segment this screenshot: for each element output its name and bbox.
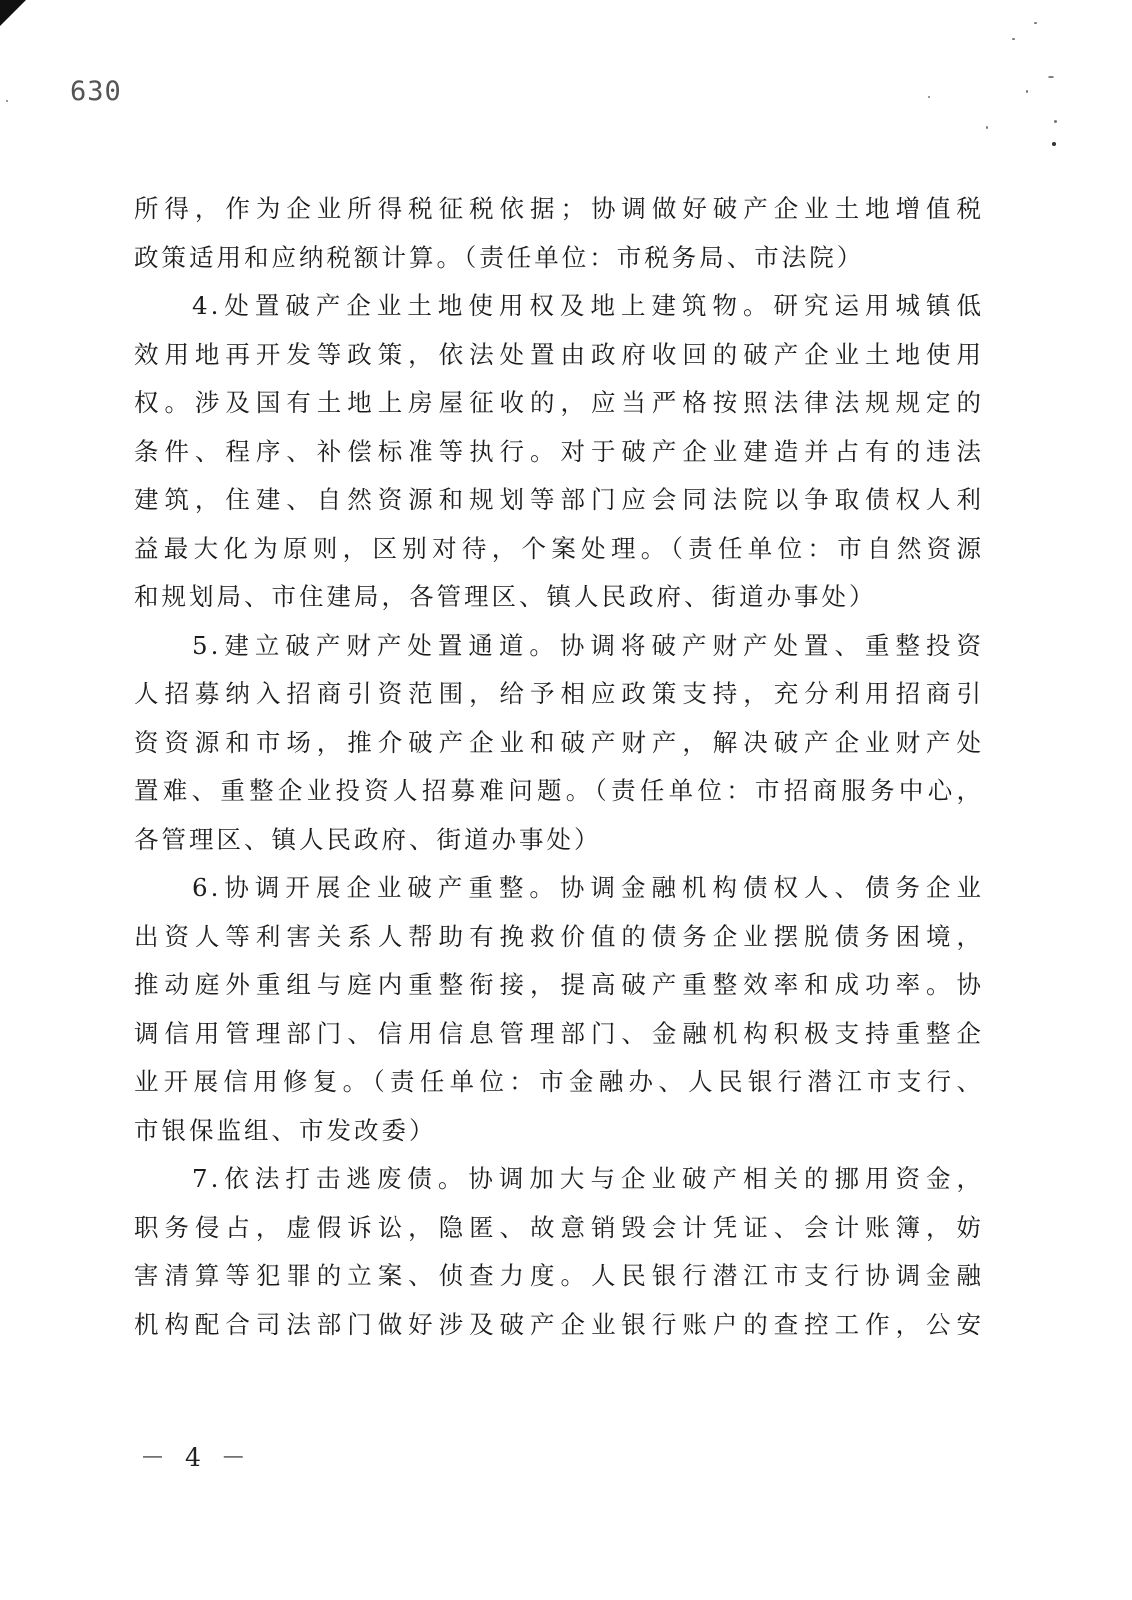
text-line: 和规划局、市住建局，各管理区、镇人民政府、街道办事处）: [134, 582, 877, 611]
scan-speck: [1048, 76, 1054, 78]
text-line: 5.建立破产财产处置通道。协调将破产财产处置、重整投资: [192, 630, 984, 660]
scan-speck: [1052, 142, 1056, 146]
text-line: 4.处置破产企业土地使用权及地上建筑物。研究运用城镇低: [192, 291, 984, 320]
paragraph-item-7: [134, 1155, 984, 1349]
scan-speck: [1054, 120, 1057, 123]
serial-number: 630: [70, 76, 122, 107]
text-line: 各管理区、镇人民政府、街道办事处）: [134, 824, 602, 854]
text-line: 效用地再开发等政策，依法处置由政府收回的破产企业土地使用: [134, 339, 984, 369]
paragraph-continuation: [134, 185, 984, 282]
scan-speck: [6, 100, 8, 102]
text-line: 益最大化为原则，区别对待，个案处理。（责任单位：市自然资源: [134, 533, 984, 563]
text-line: 条件、程序、补偿标准等执行。对于破产企业建造并占有的违法: [134, 436, 984, 466]
text-line: 6.协调开展企业破产重整。协调金融机构债权人、债务企业: [192, 873, 984, 902]
text-line: 机构配合司法部门做好涉及破产企业银行账户的查控工作，公安: [134, 1309, 984, 1339]
text-line: 市银保监组、市发改委）: [134, 1115, 437, 1145]
text-line: 害清算等犯罪的立案、侦查力度。人民银行潜江市支行协调金融: [134, 1261, 984, 1290]
text-line: 业开展信用修复。（责任单位：市金融办、人民银行潜江市支行、: [134, 1067, 984, 1096]
text-line: 资资源和市场，推介破产企业和破产财产，解决破产企业财产处: [134, 727, 984, 757]
text-line: 职务侵占，虚假诉讼，隐匿、故意销毁会计凭证、会计账簿，妨: [134, 1212, 984, 1242]
text-line: 权。涉及国有土地上房屋征收的，应当严格按照法律法规规定的: [134, 388, 984, 417]
paragraph-item-5: [134, 622, 984, 865]
document-body: [134, 185, 984, 1349]
text-line: 建筑，住建、自然资源和规划等部门应会同法院以争取债权人利: [134, 485, 984, 514]
scan-speck: [1034, 22, 1037, 24]
text-line: 政策适用和应纳税额计算。（责任单位：市税务局、市法院）: [134, 242, 865, 272]
text-line: 7.依法打击逃废债。协调加大与企业破产相关的挪用资金，: [192, 1164, 984, 1193]
text-line: 调信用管理部门、信用信息管理部门、金融机构积极支持重整企: [134, 1018, 984, 1048]
paragraph-item-4: [134, 282, 984, 622]
text-line: 人招募纳入招商引资范围，给予相应政策支持，充分利用招商引: [134, 679, 984, 708]
text-line: 所得，作为企业所得税征税依据；协调做好破产企业土地增值税: [134, 194, 984, 223]
paragraph-item-6: [134, 864, 984, 1155]
page-number: － 4 －: [140, 1443, 252, 1472]
scan-speck: [986, 126, 988, 129]
scan-speck: [1026, 90, 1028, 93]
scan-speck: [928, 96, 930, 98]
scan-speck: [1012, 38, 1015, 40]
text-line: 出资人等利害关系人帮助有挽救价值的债务企业摆脱债务困境，: [134, 921, 984, 951]
corner-scan-mark: [0, 0, 26, 26]
text-line: 推动庭外重组与庭内重整衔接，提高破产重整效率和成功率。协: [134, 970, 984, 999]
text-line: 置难、重整企业投资人招募难问题。（责任单位：市招商服务中心，: [134, 776, 984, 805]
